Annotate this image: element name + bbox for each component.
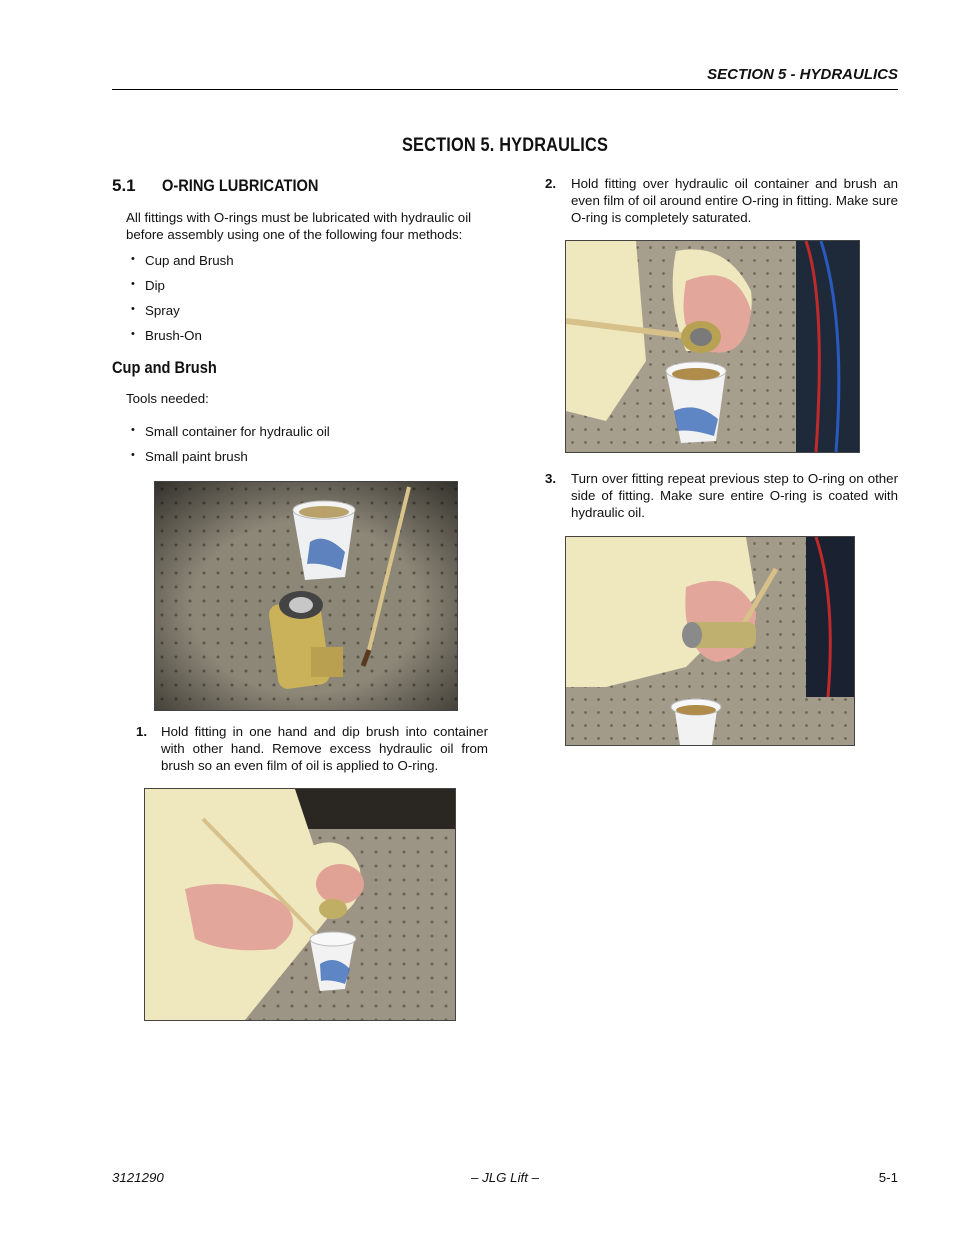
tools-label: Tools needed: [126,391,209,406]
list-item: • Brush-On [126,328,490,353]
tools-list [126,424,490,474]
footer-center: – JLG Lift – [471,1170,539,1185]
intro-paragraph: All fittings with O-rings must be lubricated with hydraulic oil before assembly using one of the following four methods: [126,210,472,243]
list-item: • Small paint brush [126,449,490,474]
step-1 [136,723,488,775]
methods-list [126,253,490,353]
subsection-heading [112,176,344,196]
subsection-title: O-RING LUBRICATION [162,176,319,195]
cup-and-brush-heading: Cup and Brush [112,358,217,377]
header-rule [112,89,898,90]
list-item: • Cup and Brush [126,253,490,278]
step-text: Hold fitting over hydraulic oil container and brush an even film of oil around entire O-ring in fitting. Make sure O-ring is completely saturated. [571,176,898,226]
step-text: Hold fitting in one hand and dip brush into container with other hand. Remove excess hydraulic oil from brush so an even film of oil is applied to O-ring. [161,724,488,774]
step-2 [545,175,898,227]
subsection-number: 5.1 [112,176,136,195]
step-number: 1. [136,724,148,739]
list-item: • Small container for hydraulic oil [126,424,490,449]
step-number: 3. [545,471,557,486]
step-3 [545,470,898,522]
step-text: Turn over fitting repeat previous step to O-ring on other side of fitting. Make sure entire O-ring is coated with hydraulic oil. [571,471,898,521]
footer-doc-number: 3121290 [112,1170,164,1185]
footer-page-number: 5-1 [878,1170,898,1185]
running-header: SECTION 5 - HYDRAULICS [707,66,898,83]
dip-brush-photo [144,788,456,1021]
list-item: • Dip [126,278,490,303]
step-number: 2. [545,176,557,191]
brush-oring-photo [565,240,860,453]
tools-photo [154,481,458,711]
section-title: SECTION 5. HYDRAULICS [401,135,609,156]
turn-fitting-photo [565,536,855,746]
list-item: • Spray [126,303,490,328]
